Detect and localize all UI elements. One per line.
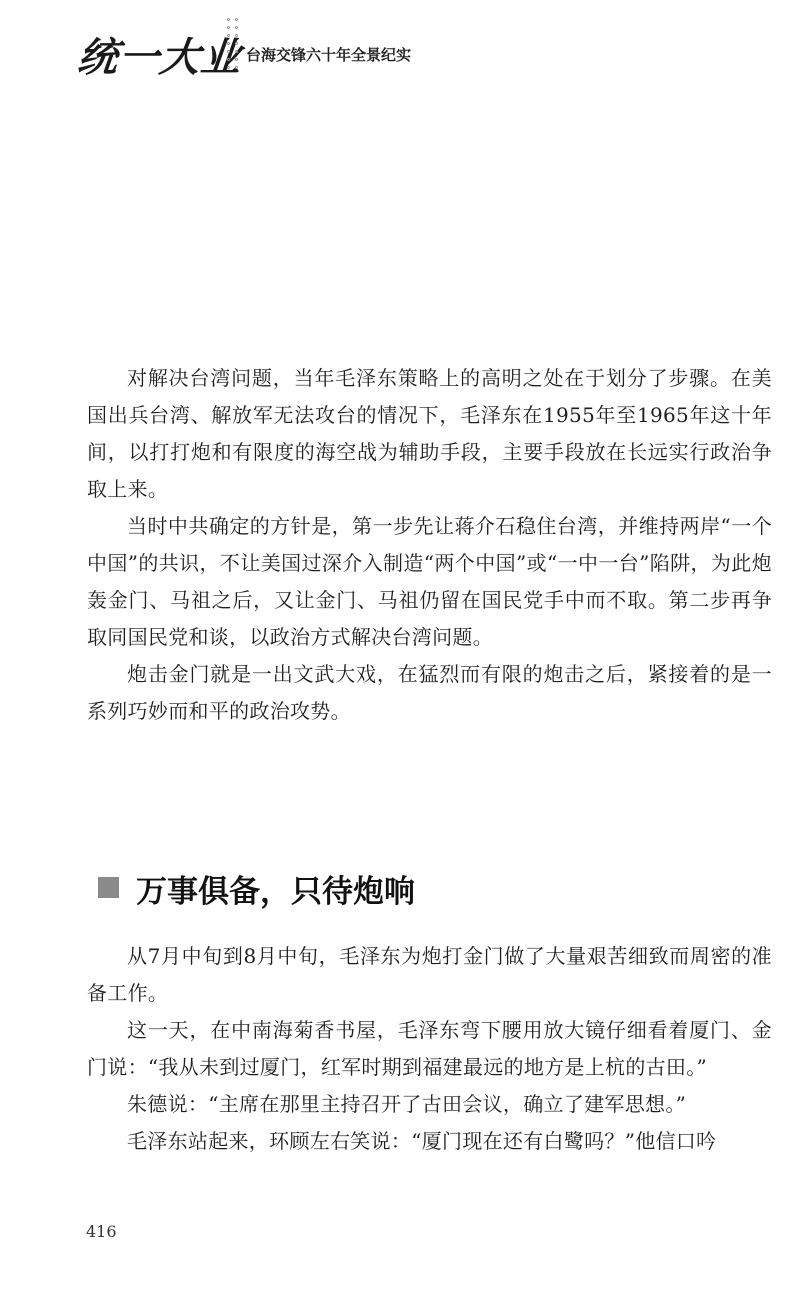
paragraph: 炮击金门就是一出文武大戏，在猛烈而有限的炮击之后，紧接着的是一系列巧妙而和平的政治攻势。 bbox=[87, 662, 772, 723]
body-text-bottom bbox=[87, 938, 772, 1160]
decorative-dots bbox=[227, 18, 241, 82]
paragraph: 对解决台湾问题，当年毛泽东策略上的高明之处在于划分了步骤。在美国出兵台湾、解放军无法攻台的情况下，毛泽东在1955年至1965年这十年间，以打打炮和有限度的海空战为辅助手段，主要手段放在长远实行政治争取上来。 bbox=[87, 366, 772, 501]
paragraph: 从7月中旬到8月中旬，毛泽东为炮打金门做了大量艰苦细致而周密的准备工作。 bbox=[87, 944, 772, 1005]
square-bullet-icon bbox=[98, 877, 119, 898]
paragraph: 朱德说：“主席在那里主持召开了古田会议，确立了建军思想。” bbox=[127, 1092, 687, 1116]
page-number: 416 bbox=[86, 1222, 117, 1241]
paragraph: 当时中共确定的方针是，第一步先让蒋介石稳住台湾，并维持两岸“一个中国”的共识，不让美国过深介入制造“两个中国”或“一中一台”陷阱，为此炮轰金门、马祖之后，又让金门、马祖仍留在国民党手中而不取。第二步再争取同国民党和谈，以政治方式解决台湾问题。 bbox=[87, 514, 772, 649]
book-subtitle: 台海交锋六十年全景纪实 bbox=[246, 46, 412, 64]
section-title: 万事俱备，只待炮响 bbox=[136, 874, 415, 910]
body-text-top bbox=[87, 360, 772, 730]
paragraph: 这一天，在中南海菊香书屋，毛泽东弯下腰用放大镜仔细看着厦门、金门说：“我从未到过厦门，红军时期到福建最远的地方是上杭的古田。” bbox=[87, 1018, 772, 1079]
book-title-logo: 统一大业 bbox=[75, 34, 245, 81]
paragraph: 毛泽东站起来，环顾左右笑说：“厦门现在还有白鹭吗？”他信口吟 bbox=[127, 1129, 717, 1153]
